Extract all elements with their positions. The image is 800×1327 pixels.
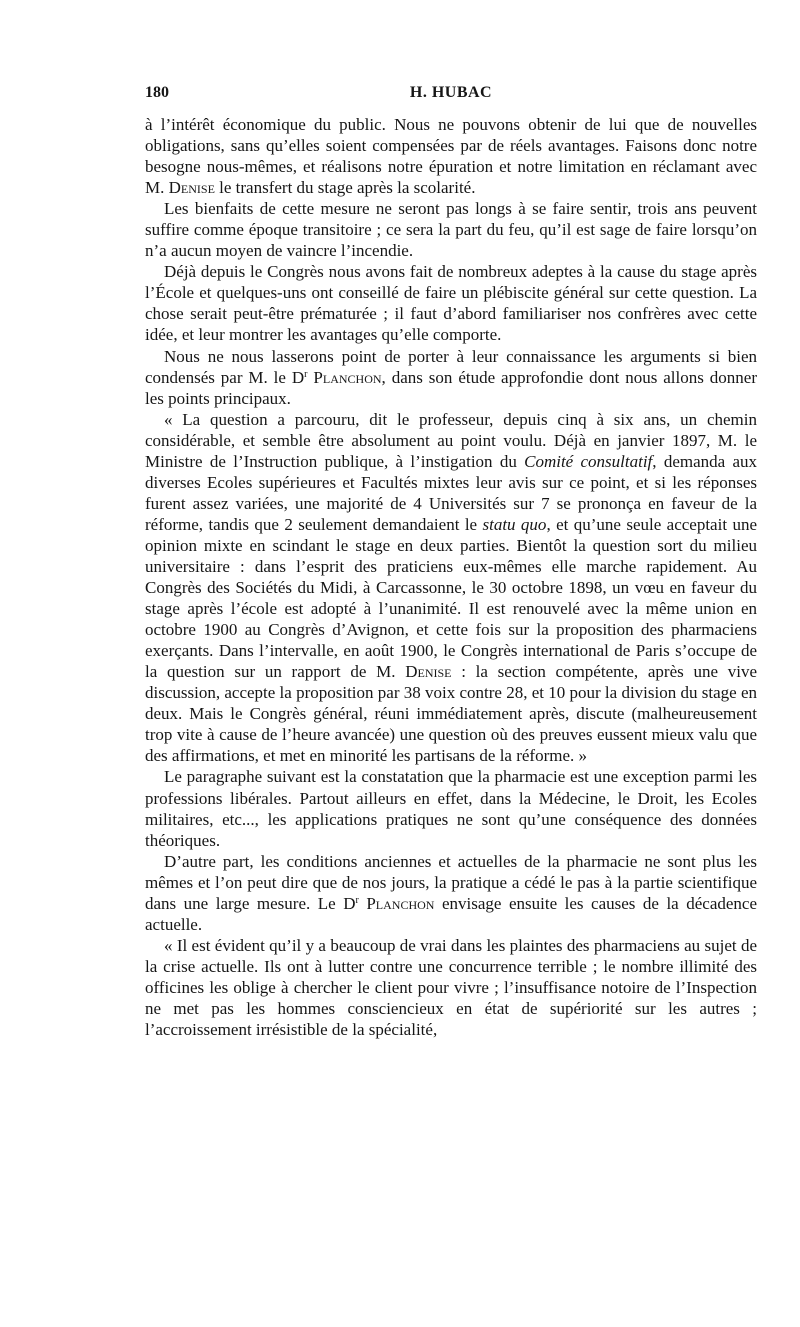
body-text [145,114,757,1040]
paragraph-3: Déjà depuis le Congrès nous avons fait de nombreux adeptes à la cause du stage après l’École et quelques-uns ont conseillé de faire un plébiscite général sur cette question. La chose serait peut-être prématurée ; il faut d’abord familiariser nos confrères avec cette idée, et leur montrer les avantages qu’elle comporte. [145,262,757,345]
paragraph-1: à l’intérêt économique du public. Nous ne pouvons obtenir de lui que de nouvelles obligations, sans qu’elles soient compensées par de réels avantages. Faisons donc notre besogne nous-mêmes, et réalisons notre épuration et notre limitation en réclamant avec M. Denise le transfert du stage après la scolarité. [145,115,757,198]
document-page [145,84,757,1040]
running-header [145,84,757,114]
paragraph-4: Nous ne nous lasserons point de porter à leur connaissance les arguments si bien condensés par M. le $D^r$ Planchon, dans son étude approfondie dont nous allons donner les points principaux. [145,346,757,408]
italic-term: statu quo [482,514,547,534]
paragraph-2: Les bienfaits de cette mesure ne seront pas longs à se faire sentir, trois ans peuvent suffire comme époque transitoire ; ce sera la part du feu, qu’il est sage de faire lorsqu’on n’a aucun moyen de vaincre l’incendie. [145,199,757,261]
author-name: Denise [405,662,452,682]
page-number: 180 [145,84,169,101]
paragraph-6: Le paragraphe suivant est la constatation que la pharmacie est une exception parmi les professions libérales. Partout ailleurs en effet, dans la Médecine, le Droit, les Ecoles militaires, etc..., les applications pratiques ne sont qu’une conséquence des données théoriques. [145,767,757,850]
paragraph-5-quote: « La question a parcouru, dit le professeur, depuis cinq à six ans, un chemin considérable, et semble être absolument au point voulu. Déjà en janvier 1897, M. le Ministre de l’Instruction publique, à l’instigation du Comité consultatif, demanda aux diverses Ecoles supérieures et Facultés mixtes leur avis sur ce point, et si les réponses furent assez variées, une majorité de 4 Universités sur 7 se prononça en faveur de la réforme, tandis que 2 seulement demandaient le statu quo, et qu’une seule acceptait une opinion mixte en scindant le stage en deux parties. Bientôt la question sort du milieu universitaire : dans l’esprit des praticiens eux-mêmes elle marche rapidement. Au Congrès des Sociétés du Midi, à Carcassonne, le 30 octobre 1898, un vœu en faveur du stage après l’école est adopté à l’unanimité. Il est renouvelé avec la même union en octobre 1900 au Congrès d’Avignon, et cette fois sur la proposition des pharmaciens exerçants. Dans l’intervalle, en août 1900, le Congrès international de Paris s’occupe de la question sur un rapport de M. Denise : la section compétente, après une vive discussion, accepte la proposition par 38 voix contre 28, et 10 pour la division du stage en deux. Mais le Congrès général, réuni immédiatement après, discute (malheureusement trop vite à cause de l’heure avancée) une question où des preuves eussent mieux valu que des affirmations, et met en minorité les partisans de la réforme. » [145,409,757,766]
paragraph-8-quote: « Il est évident qu’il y a beaucoup de vrai dans les plaintes des pharmaciens au sujet de la crise actuelle. Ils ont à lutter contre une concurrence terrible ; le nombre illimité des officines les oblige à chercher le client pour vivre ; l’insuffisance notoire de l’Inspection ne met pas les hommes consciencieux en état de supériorité sur les autres ; l’accroissement irrésistible de la spécialité, [145,935,757,1040]
author-name: Planchon [313,367,382,387]
running-title: H. HUBAC [409,84,493,101]
author-name: Planchon [366,893,435,913]
paragraph-7: D’autre part, les conditions anciennes et actuelles de la pharmacie ne sont plus les mêmes et l’on peut dire que de nos jours, la pratique a cédé le pas à la partie scientifique dans une large mesure. Le $D^r$ Planchon envisage ensuite les causes de la décadence actuelle. [145,851,758,934]
italic-term: Comité consultatif [524,451,653,471]
author-name: Denise [168,178,215,198]
